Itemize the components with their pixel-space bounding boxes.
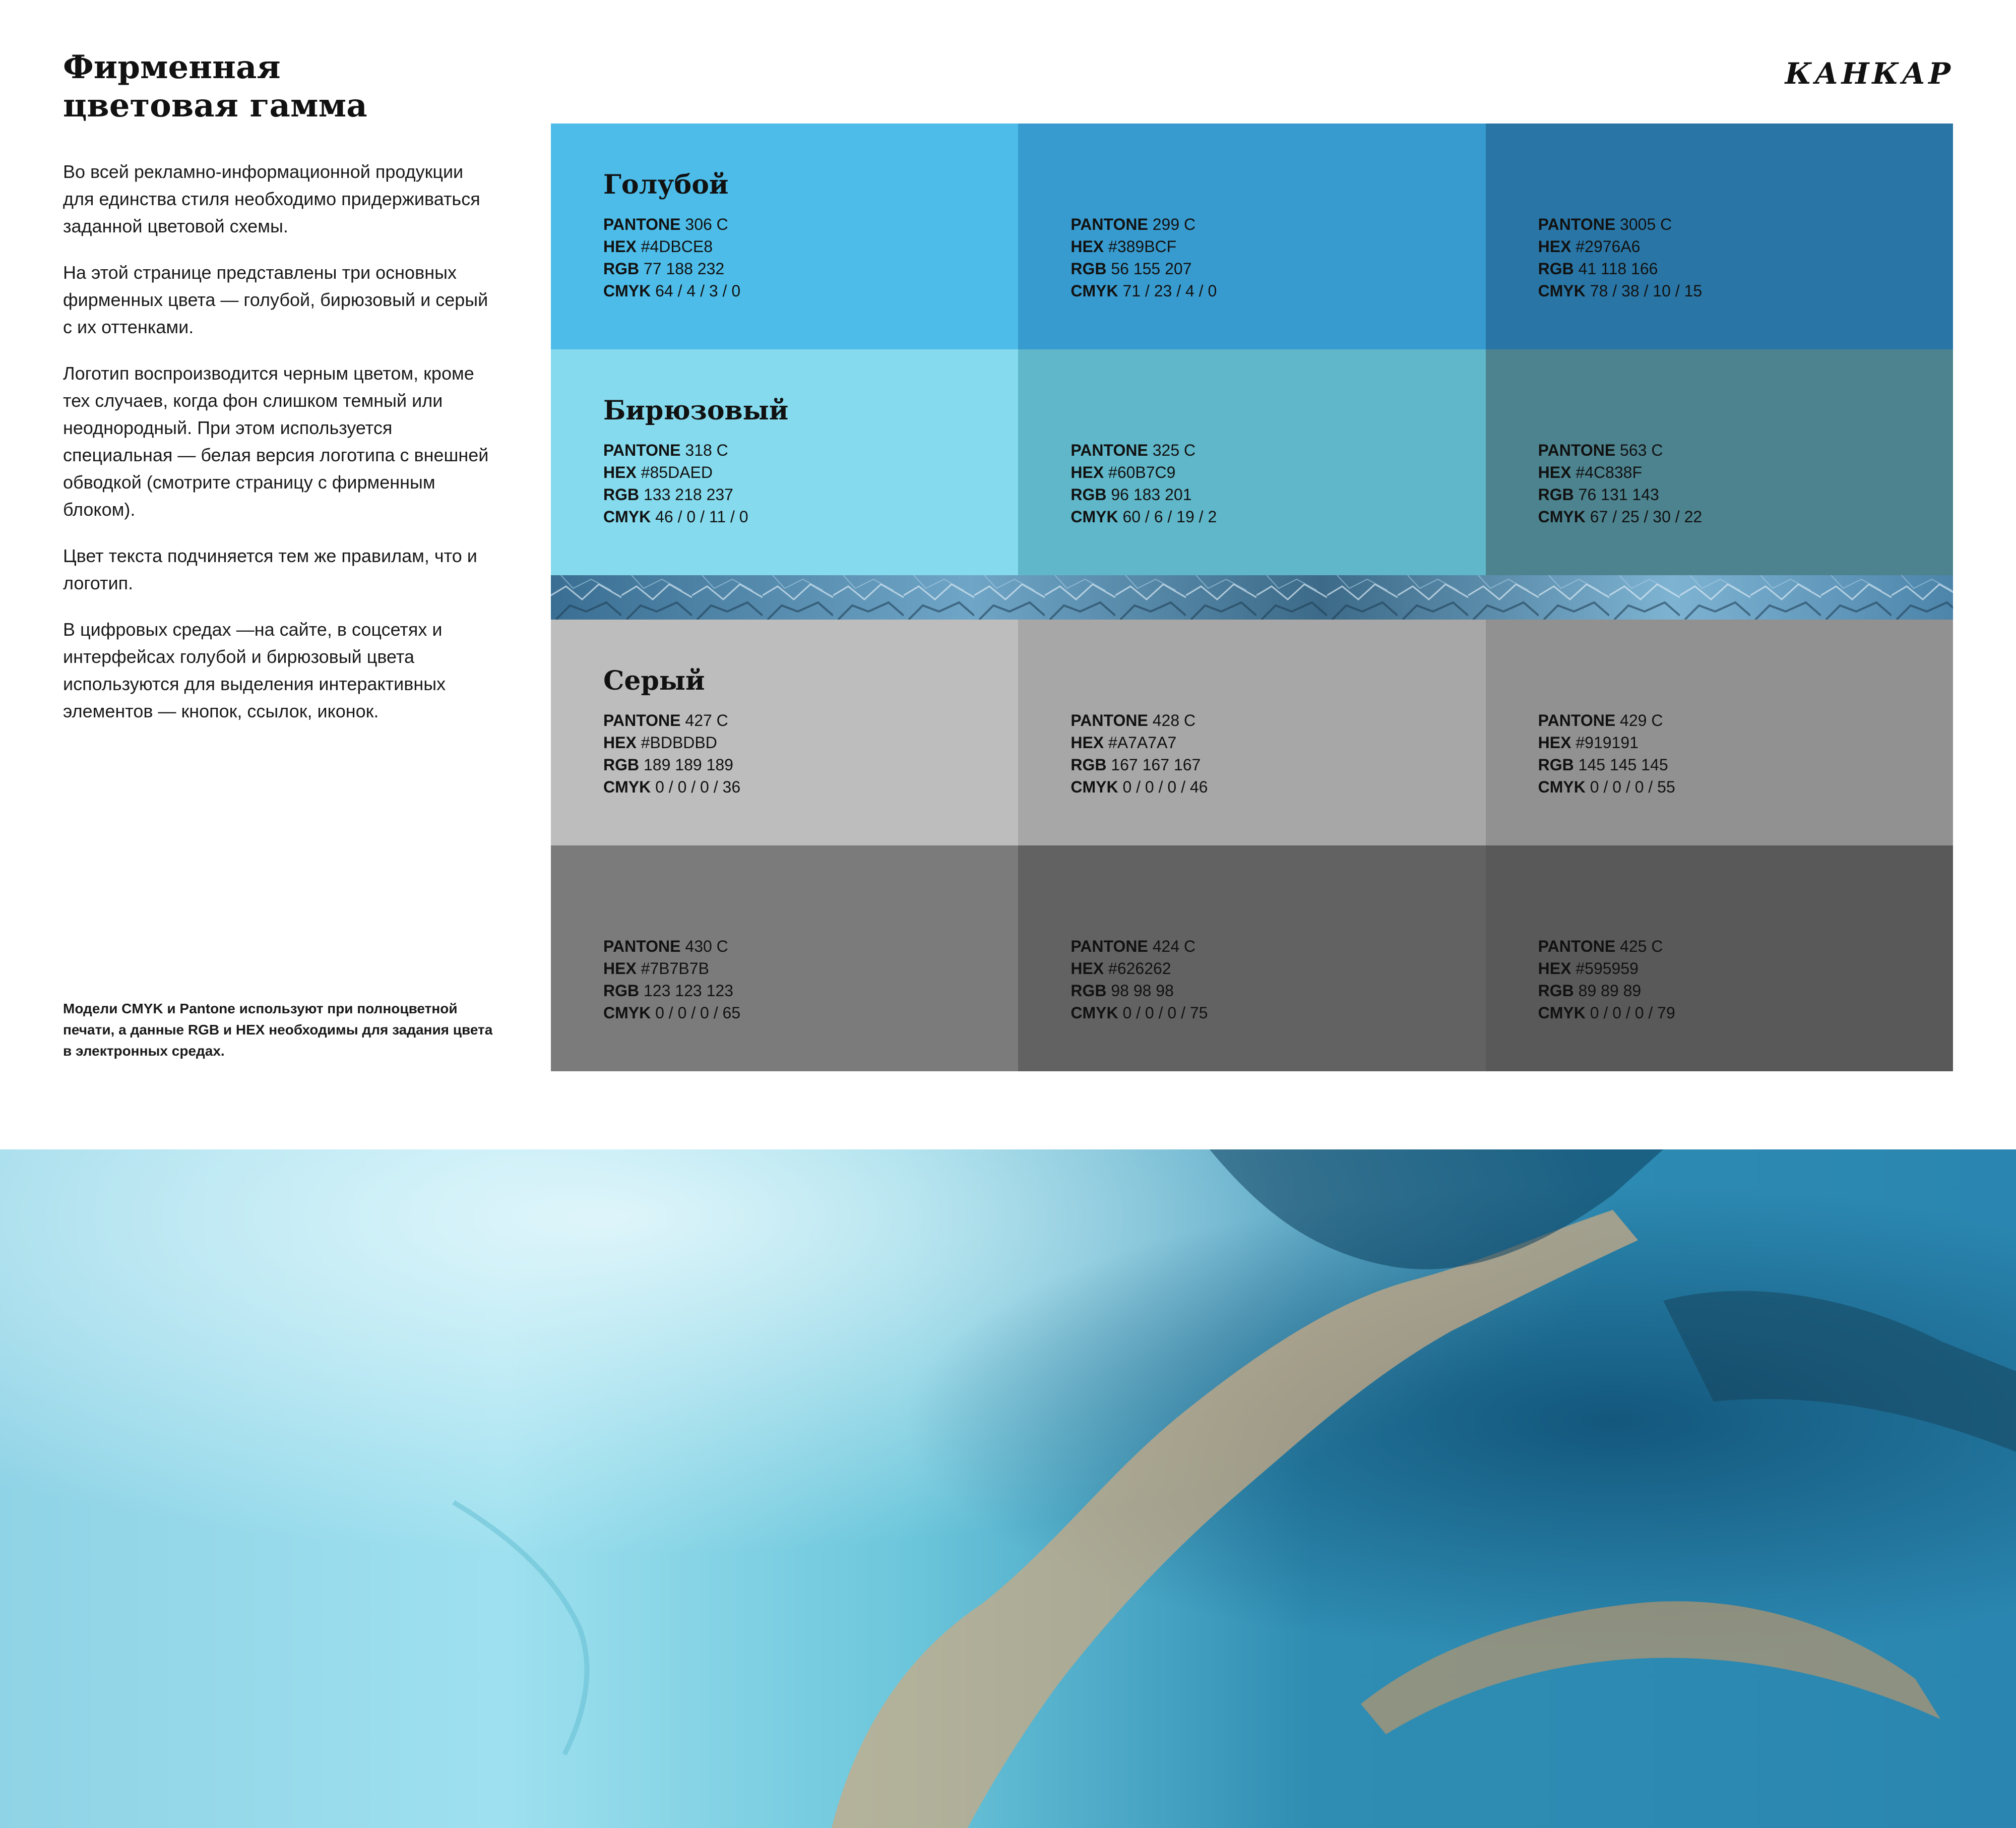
spec-label: PANTONE [1070,215,1148,233]
spec-value: 189 189 189 [644,756,733,774]
spec-label: PANTONE [1070,711,1148,729]
color-specs [1070,213,1217,302]
color-specs [1070,439,1217,528]
spec-label: CMYK [1538,282,1586,300]
spec-hex [1538,732,1675,754]
intro-paragraph: На этой странице представлены три основных фирменных цвета — голубой, бирюзовый и серый с их оттенками. [63,262,488,337]
spec-pantone [1070,439,1217,461]
color-specs [1070,709,1208,798]
color-swatch [1486,124,1953,349]
stone-texture-strip [551,575,1953,620]
spec-rgb [1070,754,1208,776]
spec-label: HEX [1070,959,1104,978]
spec-rgb [603,980,740,1002]
spec-label: CMYK [603,282,651,300]
color-specs [603,709,740,798]
spec-value: 0 / 0 / 0 / 46 [1122,778,1208,796]
color-swatch [1018,845,1485,1071]
spec-label: PANTONE [1538,711,1616,729]
spec-label: HEX [603,959,637,978]
spec-label: PANTONE [1538,937,1616,955]
spec-label: RGB [603,982,640,1000]
spec-cmyk [1538,280,1703,302]
spec-value: 76 131 143 [1578,485,1659,504]
spec-value: 96 183 201 [1111,485,1192,504]
page-title-line: Фирменная [63,48,281,86]
marble-texture-image [0,1149,2016,1828]
spec-label: PANTONE [1538,441,1616,459]
spec-value: 0 / 0 / 0 / 36 [655,778,741,796]
spec-value: 0 / 0 / 0 / 65 [655,1004,741,1022]
spec-hex [1070,732,1208,754]
color-swatch [1018,349,1485,575]
spec-value: #626262 [1108,959,1171,978]
color-group-name: Бирюзовый [603,395,789,426]
spec-label: CMYK [1538,508,1586,526]
spec-value: 145 145 145 [1578,756,1668,774]
color-swatch [551,620,1018,845]
spec-hex [603,957,740,980]
spec-cmyk [1070,506,1217,528]
spec-value: 427 C [685,711,728,729]
spec-pantone [603,213,740,235]
spec-value: #4DBCE8 [641,237,713,256]
spec-label: RGB [603,756,640,774]
spec-value: 0 / 0 / 0 / 55 [1590,778,1675,796]
color-specs [1538,439,1703,528]
spec-rgb [1070,483,1217,506]
spec-cmyk [1538,506,1703,528]
spec-value: #4C838F [1576,463,1642,481]
color-specs [1538,935,1675,1024]
spec-cmyk [1070,1002,1208,1024]
spec-rgb [1538,483,1703,506]
spec-rgb [603,258,740,280]
color-specs [1538,709,1675,798]
intro-text [63,158,496,744]
spec-cmyk [1070,280,1217,302]
spec-hex [1538,461,1703,483]
spec-label: CMYK [1070,508,1118,526]
spec-value: 306 C [685,215,728,233]
spec-value: 123 123 123 [644,982,733,1000]
spec-cmyk [1538,776,1675,798]
spec-value: #85DAED [641,463,713,481]
color-specs [1538,213,1703,302]
spec-label: CMYK [603,778,651,796]
spec-label: HEX [1070,734,1104,752]
color-swatch [1486,620,1953,845]
color-swatch [1018,124,1485,349]
spec-label: HEX [1538,463,1571,481]
palette-row-turquoise [551,349,1953,575]
spec-value: 67 / 25 / 30 / 22 [1590,508,1703,526]
spec-label: PANTONE [603,441,681,459]
spec-cmyk [1538,1002,1675,1024]
spec-cmyk [1070,776,1208,798]
spec-hex [1070,235,1217,258]
spec-rgb [603,483,748,506]
spec-label: PANTONE [1070,937,1148,955]
spec-value: 430 C [685,937,728,955]
spec-label: PANTONE [1070,441,1148,459]
spec-cmyk [603,776,740,798]
spec-value: 89 89 89 [1578,982,1642,1000]
color-swatch [551,845,1018,1071]
spec-pantone [603,935,740,957]
palette-row-dark-gray [551,845,1953,1071]
spec-label: HEX [1538,734,1571,752]
spec-label: RGB [1538,756,1574,774]
color-swatch [551,124,1018,349]
spec-value: 46 / 0 / 11 / 0 [655,508,748,526]
spec-label: CMYK [1070,1004,1118,1022]
spec-rgb [603,754,740,776]
spec-value: 41 118 166 [1578,260,1658,278]
spec-hex [603,461,748,483]
intro-paragraph: Во всей рекламно-информационной продукции для единства стиля необходимо придерживаться заданной цветовой схемы. [63,161,480,236]
spec-rgb [1070,980,1208,1002]
spec-value: 3005 C [1620,215,1672,233]
spec-label: HEX [1538,237,1571,256]
spec-pantone [603,439,748,461]
spec-label: CMYK [603,508,651,526]
spec-rgb [1538,754,1675,776]
spec-value: 428 C [1152,711,1196,729]
spec-label: HEX [603,463,637,481]
spec-cmyk [603,280,740,302]
spec-value: 98 98 98 [1111,982,1174,1000]
spec-value: #A7A7A7 [1108,734,1177,752]
spec-value: 425 C [1620,937,1663,955]
spec-value: #BDBDBD [641,734,717,752]
color-specs [603,935,740,1024]
spec-hex [603,732,740,754]
spec-label: PANTONE [603,937,681,955]
spec-label: RGB [1538,485,1574,504]
spec-label: CMYK [1538,778,1586,796]
marble-texture-photo [0,1149,2016,1828]
palette-row-gray [551,620,1953,845]
spec-hex [1538,957,1675,980]
spec-hex [1538,235,1703,258]
spec-value: 429 C [1620,711,1663,729]
spec-label: RGB [1070,260,1107,278]
spec-label: CMYK [1538,1004,1586,1022]
spec-hex [1070,957,1208,980]
spec-label: RGB [1070,485,1107,504]
spec-value: 71 / 23 / 4 / 0 [1122,282,1217,300]
color-swatch [551,349,1018,575]
spec-value: #2976A6 [1576,237,1641,256]
spec-value: 318 C [685,441,728,459]
spec-value: #60B7C9 [1108,463,1176,481]
spec-cmyk [603,1002,740,1024]
spec-label: PANTONE [603,215,681,233]
spec-pantone [1538,709,1675,732]
spec-value: 0 / 0 / 0 / 75 [1122,1004,1208,1022]
spec-pantone [1538,439,1703,461]
spec-label: RGB [603,260,640,278]
spec-pantone [603,709,740,732]
brand-logo: КАНКАР [1785,56,1954,91]
spec-value: 56 155 207 [1111,260,1192,278]
spec-label: HEX [1070,463,1104,481]
spec-label: RGB [1070,756,1107,774]
spec-value: 133 218 237 [644,485,733,504]
spec-value: 60 / 6 / 19 / 2 [1122,508,1217,526]
spec-pantone [1538,935,1675,957]
color-specs [1070,935,1208,1024]
spec-label: HEX [603,734,637,752]
spec-value: #7B7B7B [641,959,709,978]
spec-pantone [1070,709,1208,732]
color-swatch [1018,620,1485,845]
spec-label: PANTONE [603,711,681,729]
spec-label: CMYK [1070,778,1118,796]
page-title [63,48,517,125]
spec-hex [1070,461,1217,483]
color-group-name: Голубой [603,169,729,200]
spec-label: CMYK [603,1004,651,1022]
spec-value: #595959 [1576,959,1639,978]
page-title-line: цветовая гамма [63,87,367,125]
spec-value: 0 / 0 / 0 / 79 [1590,1004,1675,1022]
spec-label: HEX [1070,237,1104,256]
spec-pantone [1070,213,1217,235]
spec-rgb [1070,258,1217,280]
spec-label: CMYK [1070,282,1118,300]
palette-row-blue [551,124,1953,349]
color-swatch [1486,349,1953,575]
spec-value: 167 167 167 [1111,756,1201,774]
spec-label: RGB [603,485,640,504]
color-group-name: Серый [603,665,705,696]
intro-paragraph: Цвет текста подчиняется тем же правилам, что и логотип. [63,545,477,593]
spec-hex [603,235,740,258]
color-models-footnote: Модели CMYK и Pantone используют при полноцветной печати, а данные RGB и HEX необходимы для задания цвета в электронных средах. [63,1001,493,1059]
intro-paragraph: Логотип воспроизводится черным цветом, кроме тех случаев, когда фон слишком темный или неоднородный. При этом используется специальная — белая версия логотипа с внешней обводкой (смотрите страницу с фирменным блоком). [63,363,489,520]
spec-value: 77 188 232 [644,260,725,278]
spec-value: 563 C [1620,441,1663,459]
spec-rgb [1538,258,1703,280]
stone-texture-image [551,575,1953,620]
color-palette [551,124,1953,1071]
color-specs [603,439,748,528]
spec-cmyk [603,506,748,528]
spec-label: RGB [1538,260,1574,278]
spec-label: HEX [1538,959,1571,978]
spec-value: 64 / 4 / 3 / 0 [655,282,741,300]
spec-value: 424 C [1152,937,1196,955]
spec-rgb [1538,980,1675,1002]
spec-label: HEX [603,237,637,256]
spec-label: RGB [1070,982,1107,1000]
spec-value: 325 C [1152,441,1196,459]
spec-value: 299 C [1152,215,1196,233]
color-swatch [1486,845,1953,1071]
color-specs [603,213,740,302]
intro-paragraph: В цифровых средах —на сайте, в соцсетях и интерфейсах голубой и бирюзовый цвета используются для выделения интерактивных элементов — кнопок, ссылок, иконок. [63,619,446,721]
spec-pantone [1070,935,1208,957]
spec-value: #389BCF [1108,237,1177,256]
spec-label: PANTONE [1538,215,1616,233]
spec-label: RGB [1538,982,1574,1000]
spec-pantone [1538,213,1703,235]
spec-value: #919191 [1576,734,1639,752]
spec-value: 78 / 38 / 10 / 15 [1590,282,1703,300]
